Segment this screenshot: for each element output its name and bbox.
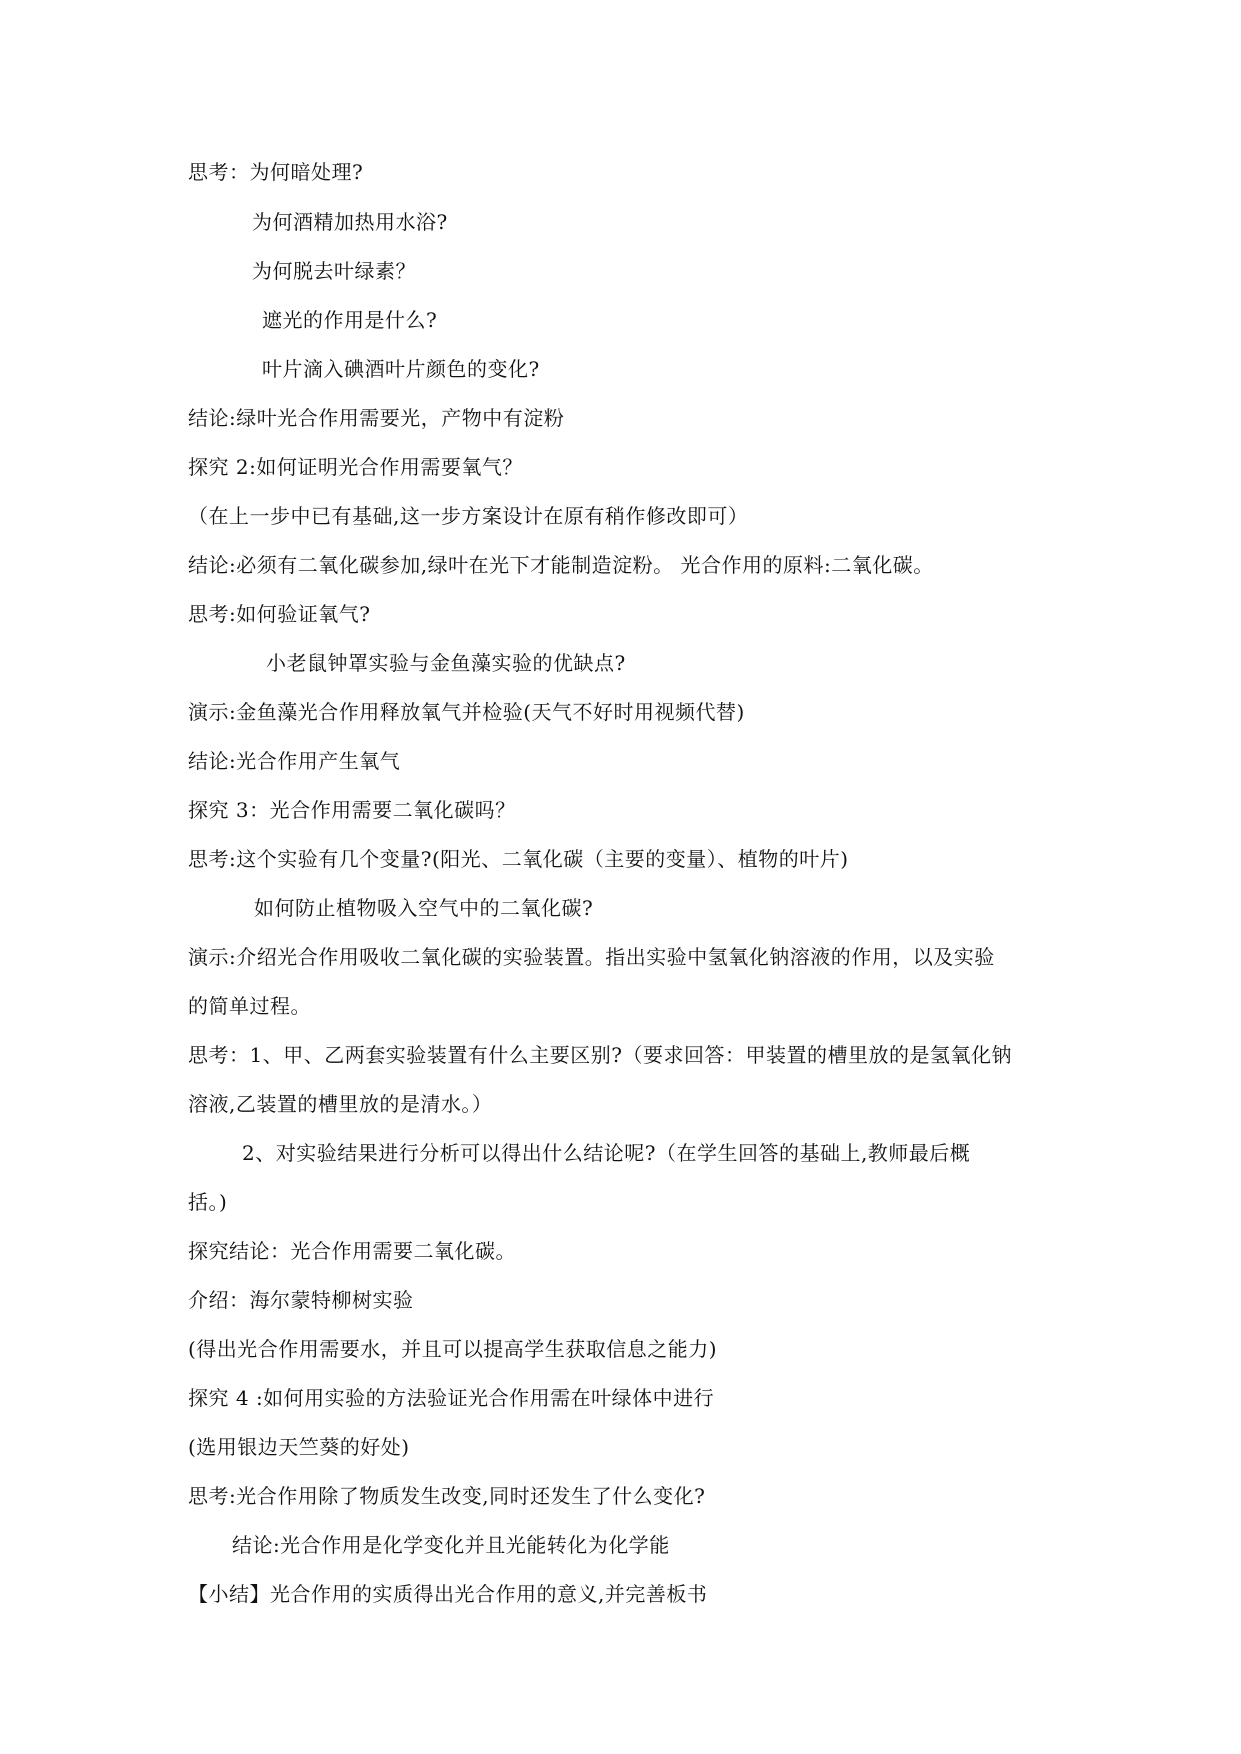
text-line: （在上一步中已有基础,这一步方案设计在原有稍作修改即可） <box>188 504 749 528</box>
text-line: 溶液,乙装置的槽里放的是清水。） <box>188 1092 493 1116</box>
text-line: 思考:这个实验有几个变量?(阳光、二氧化碳（主要的变量）、植物的叶片) <box>188 847 849 871</box>
text-line: 小老鼠钟罩实验与金鱼藻实验的优缺点? <box>266 651 626 675</box>
text-line: 结论:光合作用是化学变化并且光能转化为化学能 <box>232 1533 670 1557</box>
text-line: 探究结论：光合作用需要二氧化碳。 <box>188 1239 516 1263</box>
text-line: 演示:金鱼藻光合作用释放氧气并检验(天气不好时用视频代替) <box>188 700 745 724</box>
text-line: 遮光的作用是什么? <box>262 308 438 332</box>
text-line: 探究 2:如何证明光合作用需要氧气？ <box>188 455 523 479</box>
text-line: 思考：为何暗处理? <box>188 160 364 184</box>
text-line: 结论:绿叶光合作用需要光，产物中有淀粉 <box>188 406 565 430</box>
text-line: 探究 4 :如何用实验的方法验证光合作用需在叶绿体中进行 <box>188 1386 715 1410</box>
text-line: 的简单过程。 <box>188 994 311 1018</box>
text-line: 为何酒精加热用水浴? <box>252 210 448 234</box>
text-line: 【小结】光合作用的实质得出光合作用的意义,并完善板书 <box>188 1582 708 1606</box>
text-line: 结论:必须有二氧化碳参加,绿叶在光下才能制造淀粉。 光合作用的原料:二氧化碳。 <box>188 553 934 577</box>
text-line: 探究 3：光合作用需要二氧化碳吗？ <box>188 798 516 822</box>
text-line: 演示:介绍光合作用吸收二氧化碳的实验装置。指出实验中氢氧化钠溶液的作用，以及实验 <box>188 945 995 969</box>
text-line: 如何防止植物吸入空气中的二氧化碳? <box>254 896 594 920</box>
text-line: 叶片滴入碘酒叶片颜色的变化? <box>262 357 540 381</box>
text-line: 思考：1、甲、乙两套实验装置有什么主要区别?（要求回答：甲装置的槽里放的是氢氧化钠 <box>188 1043 1012 1067</box>
text-line: 2、对实验结果进行分析可以得出什么结论呢?（在学生回答的基础上,教师最后概 <box>242 1141 971 1165</box>
text-line: 括。) <box>188 1190 228 1214</box>
text-line: 思考:光合作用除了物质发生改变,同时还发生了什么变化? <box>188 1484 706 1508</box>
text-line: 思考:如何验证氧气? <box>188 602 371 626</box>
text-line: 为何脱去叶绿素？ <box>252 259 416 283</box>
text-line: 结论:光合作用产生氧气 <box>188 749 401 773</box>
text-line: 介绍：海尔蒙特柳树实验 <box>188 1288 414 1312</box>
text-line: (选用银边天竺葵的好处) <box>188 1435 410 1459</box>
text-line: (得出光合作用需要水，并且可以提高学生获取信息之能力) <box>188 1337 718 1361</box>
